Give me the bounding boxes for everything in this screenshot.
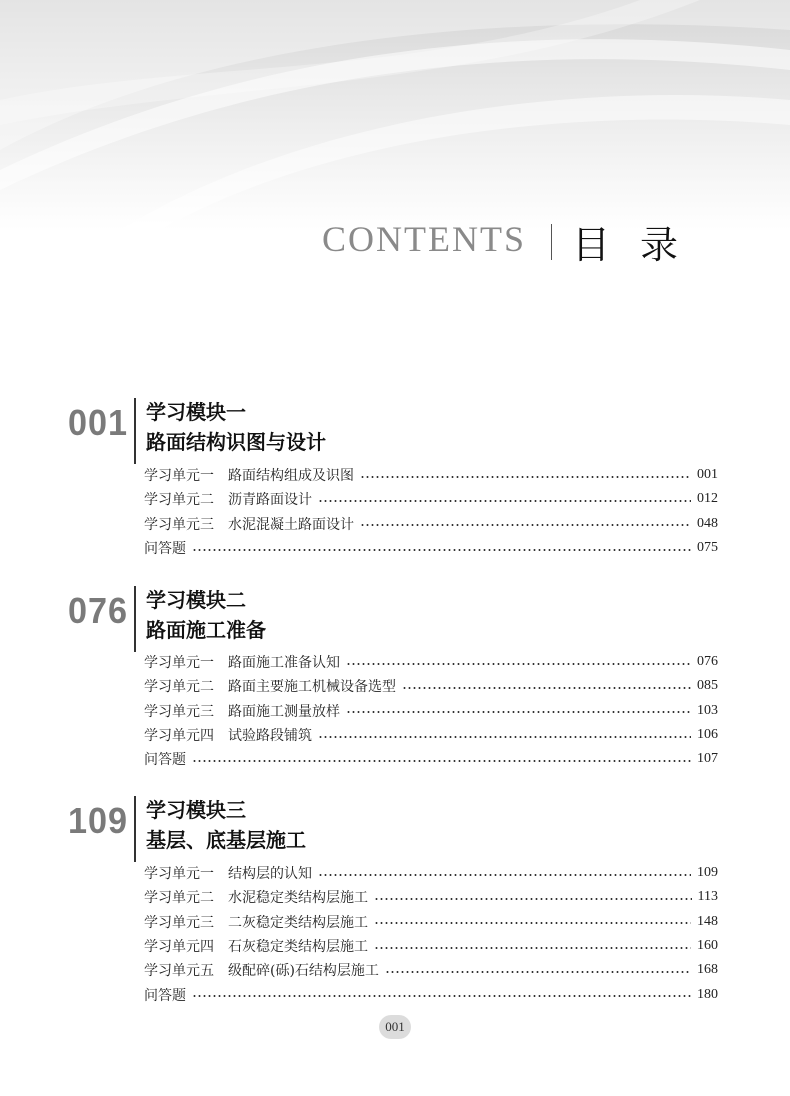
entry-page: 180 [697, 986, 718, 1002]
dot-leader [374, 947, 691, 949]
entry-page: 148 [697, 913, 718, 929]
module-label: 学习模块三 [146, 798, 246, 822]
entry-page: 103 [697, 702, 718, 718]
dot-leader [318, 874, 691, 876]
entry-name: 沥青路面设计 [228, 492, 312, 509]
entry-page: 109 [697, 865, 718, 881]
swoosh-graphic [0, 0, 790, 230]
module-label: 学习模块二 [146, 588, 246, 612]
dot-leader [346, 663, 691, 665]
page-number: 001 [385, 1019, 405, 1034]
module-title: 路面施工准备 [146, 618, 266, 642]
module-divider [134, 586, 136, 652]
entry-page: 048 [697, 515, 718, 531]
entry-unit: 学习单元一 [144, 866, 214, 883]
entry-unit: 问答题 [144, 752, 186, 769]
toc-entry[interactable] [144, 747, 718, 771]
title-english: CONTENTS [322, 219, 526, 259]
dot-leader [374, 922, 691, 924]
entry-unit: 学习单元三 [144, 516, 214, 533]
contents-title [0, 212, 790, 268]
module-1-entries [144, 463, 718, 560]
page-number-badge [379, 1015, 411, 1039]
entry-name: 路面结构组成及识图 [228, 468, 354, 485]
toc-entry[interactable] [144, 861, 718, 885]
entry-unit: 学习单元五 [144, 963, 214, 980]
dot-leader [360, 524, 691, 526]
entry-name: 水泥稳定类结构层施工 [228, 890, 368, 907]
entry-unit: 学习单元三 [144, 703, 214, 720]
entry-name: 结构层的认知 [228, 866, 312, 883]
entry-unit: 学习单元二 [144, 679, 214, 696]
dot-leader [192, 760, 691, 762]
toc-entry[interactable] [144, 699, 718, 723]
entry-unit: 问答题 [144, 987, 186, 1004]
dot-leader [360, 476, 691, 478]
toc-entry[interactable] [144, 487, 718, 511]
entry-unit: 学习单元四 [144, 939, 214, 956]
entry-page: 106 [697, 727, 718, 743]
entry-page: 012 [697, 491, 718, 507]
entry-unit: 学习单元三 [144, 914, 214, 931]
module-divider [134, 398, 136, 464]
module-number: 001 [68, 402, 128, 443]
title-divider [551, 224, 552, 260]
toc-entry[interactable] [144, 958, 718, 982]
entry-unit: 学习单元二 [144, 890, 214, 907]
entry-name: 路面施工测量放样 [228, 703, 340, 720]
header-decoration [0, 0, 790, 230]
entry-name: 试验路段铺筑 [228, 728, 312, 745]
toc-entry[interactable] [144, 674, 718, 698]
entry-name: 二灰稳定类结构层施工 [228, 914, 368, 931]
entry-page: 160 [697, 938, 718, 954]
entry-unit: 学习单元二 [144, 492, 214, 509]
dot-leader [318, 736, 691, 738]
dot-leader [192, 549, 691, 551]
entry-page: 107 [697, 751, 718, 767]
dot-leader [385, 971, 691, 973]
module-number: 109 [68, 800, 128, 841]
toc-entry[interactable] [144, 885, 718, 909]
entry-name: 路面施工准备认知 [228, 655, 340, 672]
module-3-entries [144, 861, 718, 1007]
module-title: 基层、底基层施工 [146, 828, 306, 852]
entry-name: 水泥混凝土路面设计 [228, 516, 354, 533]
toc-entry[interactable] [144, 463, 718, 487]
dot-leader [402, 687, 691, 689]
module-divider [134, 796, 136, 862]
dot-leader [318, 500, 691, 502]
title-chinese: 目录 [572, 223, 709, 267]
toc-entry[interactable] [144, 934, 718, 958]
module-2-entries [144, 650, 718, 771]
entry-unit: 问答题 [144, 541, 186, 558]
entry-name: 路面主要施工机械设备选型 [228, 679, 396, 696]
toc-entry[interactable] [144, 982, 718, 1006]
entry-unit: 学习单元四 [144, 728, 214, 745]
entry-name: 级配碎(砾)石结构层施工 [228, 963, 379, 980]
toc-entry[interactable] [144, 723, 718, 747]
entry-page: 168 [697, 962, 718, 978]
toc-entry[interactable] [144, 536, 718, 560]
entry-name: 石灰稳定类结构层施工 [228, 939, 368, 956]
toc-entry[interactable] [144, 650, 718, 674]
module-title: 路面结构识图与设计 [146, 430, 326, 454]
entry-page: 001 [697, 467, 718, 483]
module-number: 076 [68, 590, 128, 631]
dot-leader [346, 711, 691, 713]
entry-page: 076 [697, 654, 718, 670]
dot-leader [192, 995, 691, 997]
entry-page: 113 [697, 889, 718, 905]
entry-unit: 学习单元一 [144, 468, 214, 485]
module-label: 学习模块一 [146, 400, 246, 424]
entry-unit: 学习单元一 [144, 655, 214, 672]
dot-leader [374, 898, 692, 900]
entry-page: 085 [697, 678, 718, 694]
toc-entry[interactable] [144, 910, 718, 934]
entry-page: 075 [697, 540, 718, 556]
toc-entry[interactable] [144, 512, 718, 536]
